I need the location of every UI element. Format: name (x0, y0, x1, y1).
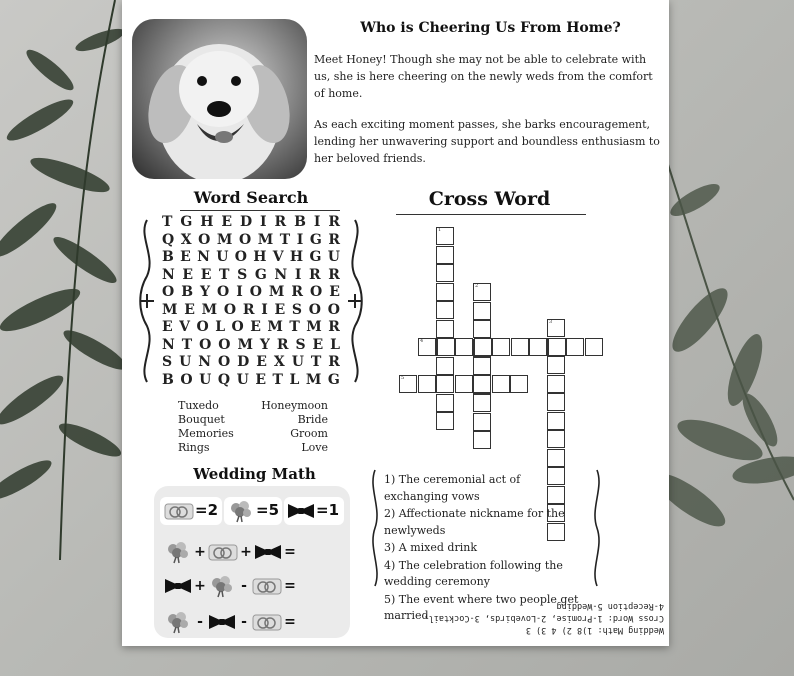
crossword-number: 3 (549, 319, 553, 325)
clue-item: 5) The event where two people get married (384, 592, 579, 622)
word-search-letter[interactable]: V (179, 319, 191, 335)
math-equation-3 (164, 608, 349, 636)
crossword-cell[interactable] (511, 338, 529, 356)
word-search-letter[interactable]: S (291, 301, 303, 318)
word-search-letter[interactable]: S (237, 266, 248, 283)
word-search-letter[interactable]: U (179, 354, 192, 370)
word-search-letter[interactable]: T (310, 354, 322, 370)
crossword-divider (396, 214, 586, 215)
word-search-letter[interactable]: O (196, 319, 209, 335)
crossword-cell[interactable] (436, 320, 454, 338)
crossword-title: Cross Word (428, 188, 551, 210)
activity-sheet (122, 0, 669, 646)
word-search-letter[interactable]: O (198, 231, 211, 248)
word-search-row (162, 302, 340, 320)
word-search-letter[interactable]: R (309, 266, 321, 283)
word-search-letter[interactable]: R (328, 214, 340, 230)
crossword-cell[interactable] (547, 430, 565, 448)
crossword-cell[interactable] (473, 431, 491, 449)
word-item: Love (301, 441, 328, 454)
minus-operator: - (197, 614, 203, 630)
word-search-letter[interactable]: T (272, 371, 283, 388)
word-search-letter[interactable]: B (162, 371, 174, 388)
bowtie-icon (208, 614, 236, 630)
word-search-letter[interactable]: R (328, 231, 340, 248)
math-equation-1 (164, 538, 349, 566)
word-search-letter[interactable]: E (256, 354, 267, 370)
minus-operator: - (241, 578, 247, 594)
word-item: Memories (178, 427, 234, 440)
word-item: Bride (297, 413, 328, 426)
word-search-letter[interactable]: E (255, 371, 267, 388)
left-scroll-ornament (136, 216, 158, 386)
bouquet-icon (164, 540, 192, 564)
word-search-letter[interactable]: Y (200, 284, 211, 300)
word-search-letter[interactable]: V (272, 249, 284, 265)
legend-bouquet (224, 497, 282, 525)
word-search-letter[interactable]: T (162, 214, 173, 230)
word-search-row (162, 337, 340, 355)
word-search-grid (162, 214, 340, 389)
word-search-letter[interactable]: U (327, 249, 340, 265)
bowtie-icon (254, 544, 282, 560)
word-item: Groom (290, 427, 328, 440)
word-search-letter[interactable]: G (309, 249, 322, 265)
crossword-cell[interactable] (547, 356, 565, 374)
crossword-cell[interactable] (473, 357, 491, 375)
word-search-letter[interactable]: N (198, 354, 212, 370)
word-search-letter[interactable]: O (218, 354, 231, 370)
crossword-cell[interactable] (436, 283, 454, 301)
word-item: Rings (178, 441, 210, 454)
word-search-letter[interactable]: I (296, 231, 304, 248)
crossword-cell[interactable] (455, 375, 473, 393)
word-search-letter[interactable]: E (250, 319, 261, 335)
word-search-letter[interactable]: M (267, 319, 283, 335)
word-search-letter[interactable]: O (180, 371, 193, 388)
crossword-number: 4 (420, 338, 424, 344)
word-search-letter[interactable]: O (231, 319, 244, 335)
crossword-cell[interactable] (566, 338, 584, 356)
word-search-letter[interactable]: E (182, 266, 194, 283)
crossword-cell[interactable] (529, 338, 547, 356)
word-search-letter[interactable]: O (218, 336, 231, 353)
clue-item: 2) Affectionate nickname for the newlyweds (384, 507, 565, 537)
word-search-letter[interactable]: Q (217, 371, 231, 388)
word-search-letter[interactable]: Y (259, 336, 270, 353)
crossword-cell[interactable] (547, 393, 565, 411)
word-search-row (162, 284, 340, 302)
crossword-number: 5 (401, 375, 405, 381)
word-search-letter[interactable]: B (181, 284, 194, 300)
word-search-letter[interactable]: O (234, 249, 247, 265)
word-search-letter[interactable]: R (242, 301, 255, 318)
word-list-right (252, 399, 328, 455)
word-search-letter[interactable]: D (237, 354, 250, 370)
word-search-row (162, 249, 340, 267)
clue-item: 3) A mixed drink (384, 541, 477, 554)
rings-icon (252, 612, 282, 632)
word-search-letter[interactable]: O (238, 231, 252, 248)
word-search-letter[interactable]: R (328, 266, 340, 283)
crossword-cell[interactable] (473, 302, 491, 320)
word-list-left (178, 399, 234, 455)
word-search-letter[interactable]: E (329, 284, 340, 300)
word-search-letter[interactable]: O (217, 284, 230, 300)
word-search-letter[interactable]: M (305, 371, 322, 388)
word-search-letter[interactable]: M (268, 284, 285, 300)
crossword-cell[interactable] (437, 338, 455, 356)
crossword-cell[interactable] (474, 338, 492, 356)
word-search-title: Word Search (193, 188, 309, 207)
word-search-letter[interactable]: R (328, 319, 340, 335)
word-search-letter[interactable]: M (201, 301, 218, 318)
word-search-row (162, 267, 340, 285)
word-search-letter[interactable]: R (328, 354, 340, 370)
clues-left-ornament (366, 468, 384, 588)
word-item: Bouquet (178, 413, 225, 426)
bouquet-icon (164, 610, 192, 634)
crossword-cell[interactable] (436, 264, 454, 282)
word-search-row (162, 354, 340, 372)
crossword-cell[interactable] (473, 320, 491, 338)
word-search-letter[interactable]: H (200, 214, 214, 230)
crossword-cell[interactable] (492, 375, 510, 393)
equals-operator: = (284, 614, 296, 630)
word-search-row (162, 214, 340, 232)
word-search-letter[interactable]: E (221, 214, 233, 230)
crossword-cell[interactable] (547, 449, 565, 467)
word-search-letter[interactable]: T (219, 266, 230, 283)
word-search-letter[interactable]: G (327, 371, 340, 388)
word-search-letter[interactable]: I (294, 266, 302, 283)
word-search-letter[interactable]: I (236, 284, 243, 300)
legend-value: =5 (256, 501, 280, 519)
word-search-letter[interactable]: O (308, 301, 321, 318)
clues-right-ornament (588, 468, 606, 588)
crossword-cell[interactable] (436, 394, 454, 412)
legend-bowtie (284, 497, 344, 525)
crossword-cell[interactable] (510, 375, 528, 393)
equals-operator: = (284, 578, 296, 594)
answer-key-upside-down (384, 600, 664, 636)
word-search-letter[interactable]: S (162, 354, 173, 370)
word-search-letter[interactable]: O (249, 284, 262, 300)
word-search-letter[interactable]: E (274, 301, 286, 318)
crossword-cell[interactable] (473, 375, 491, 393)
word-search-letter[interactable]: O (327, 301, 340, 318)
bouquet-icon (208, 574, 236, 598)
math-equation-2 (164, 572, 349, 600)
word-search-letter[interactable]: U (291, 354, 304, 370)
crossword-cell[interactable] (473, 413, 491, 431)
crossword-cell[interactable] (585, 338, 603, 356)
intro-paragraph: Meet Honey! Though she may not be able to celebrate with us, she is here cheering on the newly weds from the comfort of home. (314, 53, 653, 100)
word-search-letter[interactable]: M (162, 301, 178, 318)
word-search-letter[interactable]: Q (162, 231, 175, 248)
word-search-letter[interactable]: E (312, 336, 324, 353)
crossword-number: 2 (475, 283, 479, 289)
crossword-number: 1 (438, 227, 442, 233)
word-search-letter[interactable]: L (289, 371, 300, 388)
word-search-letter[interactable]: M (257, 231, 274, 248)
crossword-cell[interactable] (436, 357, 454, 375)
plus-operator: + (194, 578, 206, 594)
crossword-cell[interactable] (436, 375, 454, 393)
bowtie-icon (287, 503, 315, 519)
word-item: Honeymoon (261, 399, 328, 412)
legend-value: =2 (195, 501, 219, 519)
plus-operator: + (194, 544, 206, 560)
crossword-cell[interactable] (547, 375, 565, 393)
word-search-letter[interactable]: M (237, 336, 253, 353)
word-search-letter[interactable]: T (279, 231, 291, 248)
word-search-letter[interactable]: B (162, 249, 174, 265)
word-search-letter[interactable]: E (162, 319, 173, 335)
answer-line: 4-Reception 5-Wedding (556, 601, 664, 611)
crossword-cell[interactable] (436, 301, 454, 319)
crossword-cell[interactable] (436, 412, 454, 430)
word-search-letter[interactable]: E (200, 266, 212, 283)
word-search-row (162, 372, 340, 390)
word-search-letter[interactable]: X (273, 354, 285, 370)
bouquet-icon (227, 499, 255, 523)
word-search-letter[interactable]: N (162, 266, 175, 283)
crossword-cell[interactable] (473, 394, 491, 412)
word-search-letter[interactable]: O (199, 336, 212, 353)
word-search-letter[interactable]: M (216, 231, 233, 248)
word-search-letter[interactable]: H (253, 249, 267, 265)
clue-item: 4) The celebration following the wedding ceremony (384, 558, 563, 588)
bowtie-icon (164, 578, 192, 594)
page-title: Who is Cheering Us From Home? (360, 20, 621, 36)
word-search-row (162, 319, 340, 337)
word-search-letter[interactable]: R (274, 214, 287, 230)
word-search-letter[interactable]: D (239, 214, 253, 230)
crossword-cell[interactable] (547, 412, 565, 430)
word-search-divider (180, 210, 340, 211)
rings-icon (252, 576, 282, 596)
rings-icon (208, 542, 238, 562)
crossword-cell[interactable] (492, 338, 510, 356)
support-paragraph: As each exciting moment passes, she barks encouragement, lending her unwavering support and boundless enthusiasm to her beloved friends. (314, 118, 660, 165)
word-search-letter[interactable]: G (180, 214, 193, 230)
word-search-letter[interactable]: M (306, 319, 322, 335)
dog-photo (132, 19, 307, 179)
word-search-letter[interactable]: T (289, 319, 300, 335)
equals-operator: = (284, 544, 296, 560)
word-search-letter[interactable]: H (289, 249, 304, 265)
word-search-letter[interactable]: R (291, 284, 304, 300)
plus-operator: + (240, 544, 252, 560)
rings-icon (164, 501, 194, 521)
word-search-letter[interactable]: R (276, 336, 289, 353)
answer-line: Wedding Math: 1)8 2) 4 3) 3 (525, 625, 664, 635)
word-item: Tuxedo (178, 399, 219, 412)
clue-item: 1) The ceremonial act of exchanging vows (384, 473, 521, 503)
word-search-letter[interactable]: O (162, 284, 175, 300)
word-search-letter[interactable]: U (236, 371, 249, 388)
word-search-letter[interactable]: E (184, 301, 195, 318)
word-search-letter[interactable]: B (294, 214, 306, 230)
word-search-letter[interactable]: T (181, 336, 193, 353)
word-search-letter[interactable]: L (330, 336, 340, 353)
word-search-letter[interactable]: G (309, 231, 322, 248)
answer-line: Cross Word: 1-Promise, 2-Lovebirds, 3-Cocktail, (423, 613, 664, 623)
crossword-cell[interactable] (436, 246, 454, 264)
word-search-letter[interactable]: O (223, 301, 237, 318)
word-search-letter[interactable]: U (216, 249, 229, 265)
word-search-letter[interactable]: N (197, 249, 210, 265)
word-search-letter[interactable]: S (295, 336, 306, 353)
word-search-letter[interactable]: O (310, 284, 323, 300)
right-scroll-ornament (344, 216, 366, 386)
word-search-row (162, 232, 340, 250)
word-search-letter[interactable]: X (180, 231, 192, 248)
word-search-letter[interactable]: E (180, 249, 191, 265)
word-search-letter[interactable]: I (313, 214, 321, 230)
word-search-letter[interactable]: N (274, 266, 288, 283)
word-search-letter[interactable]: I (261, 301, 268, 318)
crossword-cell[interactable] (418, 375, 436, 393)
word-search-letter[interactable]: L (215, 319, 226, 335)
word-search-letter[interactable]: N (162, 336, 175, 353)
minus-operator: - (241, 614, 247, 630)
legend-rings (160, 497, 222, 525)
word-search-letter[interactable]: G (254, 266, 267, 283)
crossword-cell[interactable] (455, 338, 473, 356)
word-search-letter[interactable]: I (260, 214, 267, 230)
word-search-letter[interactable]: U (199, 371, 212, 388)
crossword-cell[interactable] (548, 338, 566, 356)
legend-value: =1 (316, 501, 340, 519)
wedding-math-title: Wedding Math (193, 465, 316, 483)
